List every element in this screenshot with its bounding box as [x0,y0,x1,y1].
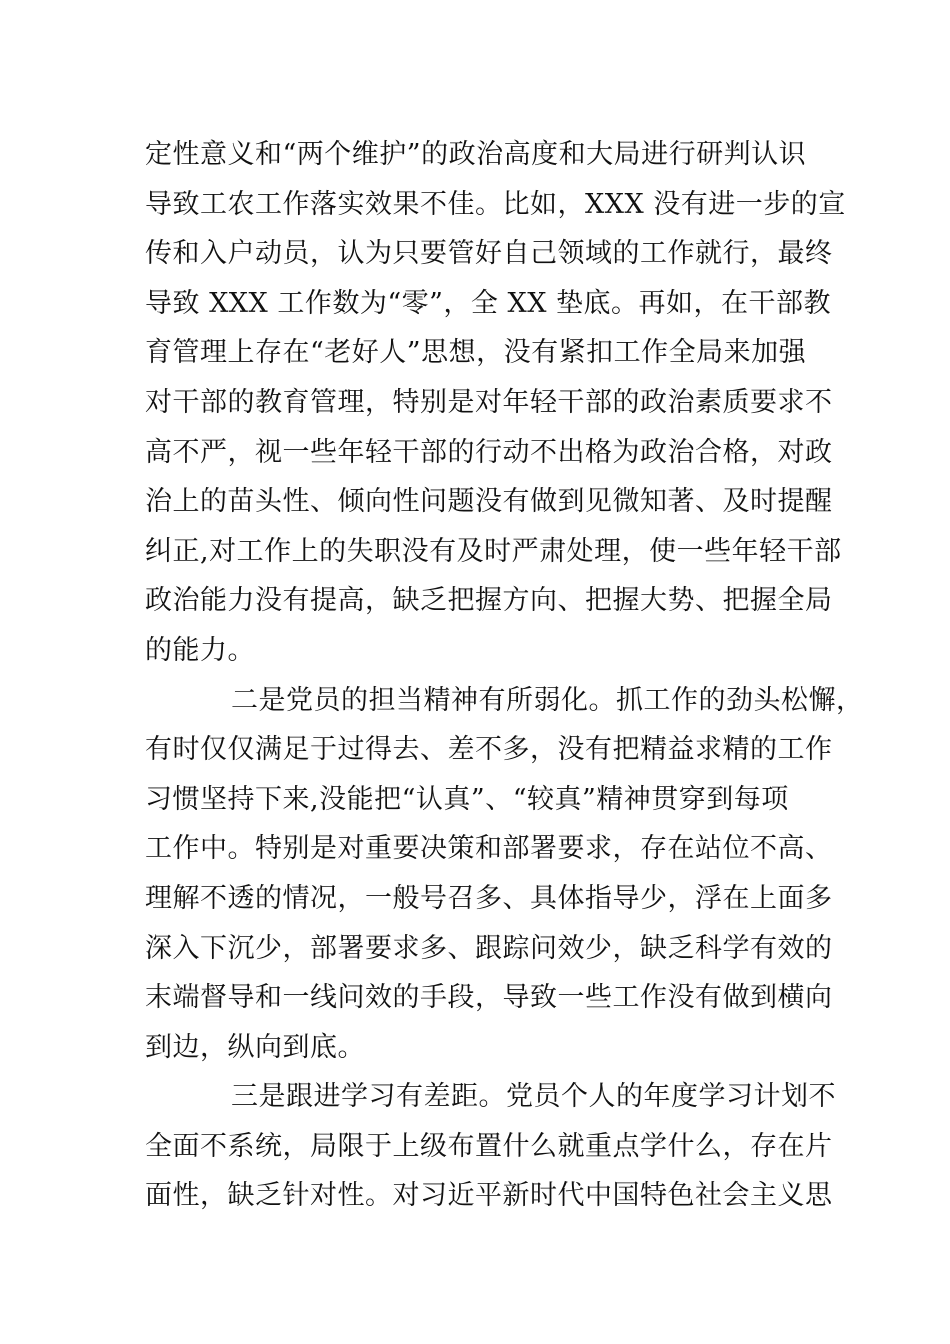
text-line: 有时仅仅满足于过得去、差不多，没有把精益求精的工作 [145,734,833,766]
text-line: 导致工农工作落实效果不佳。比如，XXX 没有进一步的宣 [145,188,846,220]
paragraph-1 [145,130,846,676]
text-line: 理解不透的情况，一般号召多、具体指导少，浮在上面多 [145,882,833,914]
text-line: 对干部的教育管理，特别是对年轻干部的政治素质要求不 [145,386,833,418]
text-line: 末端督导和一线问效的手段，导致一些工作没有做到横向 [145,982,833,1014]
paragraph-3 [145,1072,835,1221]
text-line: 深入下沉少，部署要求多、跟踪问效少，缺乏科学有效的 [145,932,833,964]
text-line: 的能力。 [145,634,255,666]
text-line: 面性，缺乏针对性。对习近平新时代中国特色社会主义思 [145,1180,833,1212]
document-body [145,130,864,1221]
text-line-first: 二是党员的担当精神有所弱化。抓工作的劲头松懈， [231,684,864,716]
text-line: 习惯坚持下来,没能把“认真”、“较真”精神贯穿到每项 [145,783,789,815]
text-line: 高不严，视一些年轻干部的行动不出格为政治合格，对政 [145,436,833,468]
text-line: 工作中。特别是对重要决策和部署要求，存在站位不高、 [145,833,833,865]
text-line: 到边，纵向到底。 [145,1031,365,1063]
text-line: 传和入户动员，认为只要管好自己领域的工作就行，最终 [145,238,833,270]
text-line: 育管理上存在“老好人”思想，没有紧扣工作全局来加强 [145,337,807,369]
text-line: 定性意义和“两个维护”的政治高度和大局进行研判认识 [145,139,807,170]
text-line-first: 三是跟进学习有差距。党员个人的年度学习计划不 [231,1081,836,1113]
text-line: 导致 XXX 工作数为“零”，全 XX 垫底。再如，在干部教 [145,287,832,319]
text-line: 政治能力没有提高，缺乏把握方向、把握大势、把握全局 [145,585,833,617]
text-line: 纠正,对工作上的失职没有及时严肃处理，使一些年轻干部 [145,535,842,567]
text-line: 治上的苗头性、倾向性问题没有做到见微知著、及时提醒 [145,486,833,518]
paragraph-2 [145,676,864,1073]
text-line: 全面不系统，局限于上级布置什么就重点学什么，存在片 [145,1130,833,1162]
